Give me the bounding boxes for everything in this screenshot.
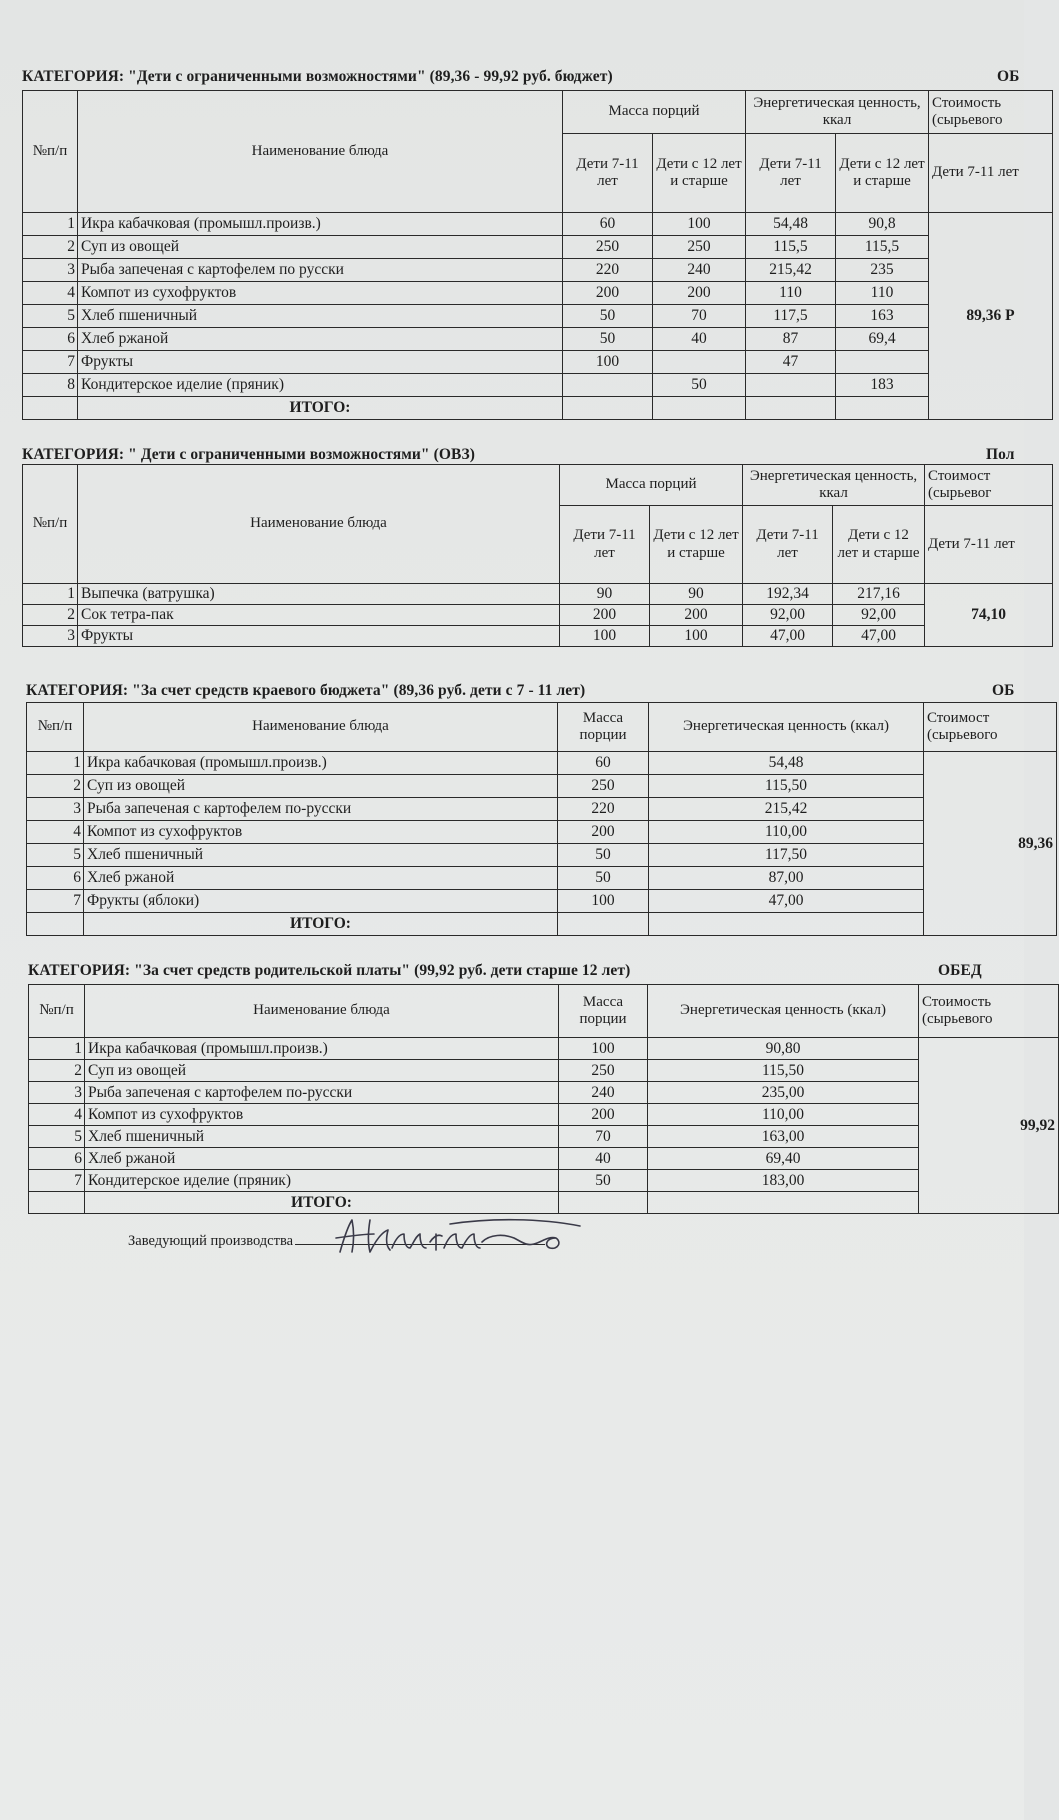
energy-age1: 87	[746, 328, 836, 351]
dish-name: Икра кабачковая (промышл.произв.)	[85, 1038, 559, 1060]
dish-name: Фрукты	[78, 626, 560, 647]
mass: 250	[559, 1060, 648, 1082]
section-title	[22, 68, 1024, 86]
col-header-age1: Дети 7-11 лет	[563, 134, 653, 213]
dish-name: Суп из овощей	[78, 236, 563, 259]
mass-age2: 100	[653, 213, 746, 236]
row-num: 3	[29, 1082, 85, 1104]
mass-age1: 220	[563, 259, 653, 282]
col-header-mass: Масса порций	[563, 91, 746, 134]
energy-age1: 54,48	[746, 213, 836, 236]
energy-age1: 115,5	[746, 236, 836, 259]
total-label: ИТОГО:	[78, 397, 563, 420]
meal-label: Пол	[986, 446, 1015, 463]
col-header-num: №п/п	[27, 703, 84, 752]
table-row	[27, 752, 1057, 775]
energy-age2: 69,4	[836, 328, 929, 351]
energy-age2: 163	[836, 305, 929, 328]
col-header-age1: Дети 7-11 лет	[743, 506, 833, 584]
table-row	[27, 798, 1057, 821]
mass: 50	[558, 844, 649, 867]
total-label: ИТОГО:	[85, 1192, 559, 1214]
section-2	[22, 446, 1024, 666]
table-row	[29, 1148, 1059, 1170]
energy: 87,00	[649, 867, 924, 890]
row-num: 1	[27, 752, 84, 775]
energy-age1: 47	[746, 351, 836, 374]
col-header-age2: Дети с 12 лет и старше	[653, 134, 746, 213]
mass-age1: 100	[560, 626, 650, 647]
row-num: 2	[29, 1060, 85, 1082]
mass: 100	[559, 1038, 648, 1060]
col-header-num: №п/п	[29, 985, 85, 1038]
mass-age1: 250	[563, 236, 653, 259]
mass-age1: 50	[563, 305, 653, 328]
mass: 200	[558, 821, 649, 844]
section-3	[26, 682, 1053, 942]
energy-age2: 47,00	[833, 626, 925, 647]
table-row	[27, 821, 1057, 844]
mass: 60	[558, 752, 649, 775]
table-row	[27, 890, 1057, 913]
mass-age1: 200	[560, 605, 650, 626]
mass-age1: 60	[563, 213, 653, 236]
mass: 250	[558, 775, 649, 798]
energy: 115,50	[648, 1060, 919, 1082]
mass-age1: 90	[560, 584, 650, 605]
handwritten-signature-icon	[330, 1212, 600, 1260]
table-row	[23, 328, 1053, 351]
col-header-mass: Масса порции	[558, 703, 649, 752]
row-num: 6	[23, 328, 78, 351]
dish-name: Компот из сухофруктов	[78, 282, 563, 305]
energy: 117,50	[649, 844, 924, 867]
mass: 70	[559, 1126, 648, 1148]
col-header-age2: Дети с 12 лет и старше	[650, 506, 743, 584]
table-row	[29, 1082, 1059, 1104]
energy-age1: 92,00	[743, 605, 833, 626]
dish-name: Хлеб ржаной	[78, 328, 563, 351]
mass: 200	[559, 1104, 648, 1126]
total-label: ИТОГО:	[84, 913, 558, 936]
col-header-energy: Энергетическая ценность, ккал	[746, 91, 929, 134]
energy: 47,00	[649, 890, 924, 913]
cost-value: 89,36	[924, 752, 1057, 936]
row-num: 1	[23, 213, 78, 236]
table-row	[23, 259, 1053, 282]
dish-name: Фрукты (яблоки)	[84, 890, 558, 913]
category-title-text: КАТЕГОРИЯ: "Дети с ограниченными возможностями" (89,36 - 99,92 руб. бюджет)	[22, 68, 613, 85]
dish-name: Хлеб пшеничный	[84, 844, 558, 867]
dish-name: Кондитерское иделие (пряник)	[85, 1170, 559, 1192]
energy-age2: 92,00	[833, 605, 925, 626]
energy-age2: 115,5	[836, 236, 929, 259]
col-header-name: Наименование блюда	[78, 91, 563, 213]
row-num: 1	[23, 584, 78, 605]
menu-table	[22, 464, 1053, 647]
category-title-text: КАТЕГОРИЯ: "За счет средств родительской платы" (99,92 руб. дети старше 12 лет)	[28, 962, 631, 979]
row-num: 2	[23, 236, 78, 259]
mass-age1: 50	[563, 328, 653, 351]
total-row	[27, 913, 1057, 936]
dish-name: Фрукты	[78, 351, 563, 374]
row-num: 8	[23, 374, 78, 397]
mass: 100	[558, 890, 649, 913]
table-row	[27, 844, 1057, 867]
row-num: 7	[23, 351, 78, 374]
energy-age1: 192,34	[743, 584, 833, 605]
row-num: 2	[27, 775, 84, 798]
mass: 240	[559, 1082, 648, 1104]
total-row	[23, 397, 1053, 420]
col-header-age1: Дети 7-11 лет	[560, 506, 650, 584]
row-num: 6	[27, 867, 84, 890]
section-title	[28, 962, 1024, 980]
table-row	[23, 213, 1053, 236]
energy-age1: 215,42	[746, 259, 836, 282]
dish-name: Рыба запеченая с картофелем по русски	[78, 259, 563, 282]
col-header-energy: Энергетическая ценность (ккал)	[649, 703, 924, 752]
mass-age2: 240	[653, 259, 746, 282]
col-header-mass: Масса порций	[560, 465, 743, 506]
mass: 40	[559, 1148, 648, 1170]
energy-age2: 217,16	[833, 584, 925, 605]
mass-age2: 200	[650, 605, 743, 626]
row-num: 7	[27, 890, 84, 913]
dish-name: Компот из сухофруктов	[84, 821, 558, 844]
section-1	[22, 68, 1024, 418]
table-body	[23, 213, 1053, 420]
col-header-name: Наименование блюда	[78, 465, 560, 584]
col-header-cost: Стоимость (сырьевого	[919, 985, 1059, 1038]
mass-age2	[653, 351, 746, 374]
table-row	[23, 374, 1053, 397]
energy-age2	[836, 351, 929, 374]
dish-name: Икра кабачковая (промышл.произв.)	[78, 213, 563, 236]
mass-age1: 200	[563, 282, 653, 305]
energy: 215,42	[649, 798, 924, 821]
dish-name: Рыба запеченая с картофелем по-русски	[85, 1082, 559, 1104]
row-num: 7	[29, 1170, 85, 1192]
col-header-mass: Масса порции	[559, 985, 648, 1038]
mass-age2: 40	[653, 328, 746, 351]
col-header-cost: Стоимость (сырьевого	[929, 91, 1053, 134]
row-num: 2	[23, 605, 78, 626]
mass-age2: 50	[653, 374, 746, 397]
row-num: 3	[23, 626, 78, 647]
dish-name: Выпечка (ватрушка)	[78, 584, 560, 605]
mass-age2: 250	[653, 236, 746, 259]
cost-value: 99,92	[919, 1038, 1059, 1214]
table-body	[29, 1038, 1059, 1214]
table-row	[23, 605, 1053, 626]
table-row	[23, 282, 1053, 305]
meal-label: ОБ	[997, 68, 1020, 85]
energy: 110,00	[648, 1104, 919, 1126]
energy: 235,00	[648, 1082, 919, 1104]
table-row	[29, 1126, 1059, 1148]
meal-label: ОБ	[992, 682, 1015, 699]
cost-value: 74,10	[925, 584, 1053, 647]
row-num: 4	[27, 821, 84, 844]
energy: 163,00	[648, 1126, 919, 1148]
cost-value: 89,36 Р	[929, 213, 1053, 420]
mass-age2: 70	[653, 305, 746, 328]
dish-name: Хлеб ржаной	[84, 867, 558, 890]
col-header-num: №п/п	[23, 91, 78, 213]
table-row	[29, 1170, 1059, 1192]
col-header-energy: Энергетическая ценность, ккал	[743, 465, 925, 506]
col-header-cost: Стоимост (сырьевог	[925, 465, 1053, 506]
table-row	[23, 584, 1053, 605]
mass-age1	[563, 374, 653, 397]
section-4	[28, 962, 1055, 1222]
row-num: 4	[23, 282, 78, 305]
table-row	[27, 867, 1057, 890]
energy-age2: 110	[836, 282, 929, 305]
row-num: 5	[23, 305, 78, 328]
col-header-age1: Дети 7-11 лет	[746, 134, 836, 213]
energy: 110,00	[649, 821, 924, 844]
category-title-text: КАТЕГОРИЯ: "За счет средств краевого бюджета" (89,36 руб. дети с 7 - 11 лет)	[26, 682, 586, 699]
dish-name: Хлеб ржаной	[85, 1148, 559, 1170]
section-title	[22, 446, 1024, 464]
table-row	[29, 1104, 1059, 1126]
dish-name: Сок тетра-пак	[78, 605, 560, 626]
mass: 50	[558, 867, 649, 890]
row-num: 5	[27, 844, 84, 867]
total-row	[29, 1192, 1059, 1214]
col-header-energy: Энергетическая ценность (ккал)	[648, 985, 919, 1038]
mass-age2: 90	[650, 584, 743, 605]
signature-label: Заведующий производства	[128, 1233, 294, 1249]
col-header-name: Наименование блюда	[85, 985, 559, 1038]
energy: 90,80	[648, 1038, 919, 1060]
mass-age2: 200	[653, 282, 746, 305]
row-num: 3	[27, 798, 84, 821]
dish-name: Компот из сухофруктов	[85, 1104, 559, 1126]
category-title-text: КАТЕГОРИЯ: " Дети с ограниченными возможностями" (ОВЗ)	[22, 446, 475, 463]
mass: 220	[558, 798, 649, 821]
energy-age2: 235	[836, 259, 929, 282]
col-header-num: №п/п	[23, 465, 78, 584]
table-body	[23, 584, 1053, 647]
dish-name: Кондитерское иделие (пряник)	[78, 374, 563, 397]
menu-table	[26, 702, 1057, 936]
energy: 115,50	[649, 775, 924, 798]
col-header-name: Наименование блюда	[84, 703, 558, 752]
row-num: 5	[29, 1126, 85, 1148]
row-num: 6	[29, 1148, 85, 1170]
row-num: 3	[23, 259, 78, 282]
table-row	[29, 1060, 1059, 1082]
table-row	[23, 236, 1053, 259]
col-header-cost: Стоимост (сырьевого	[924, 703, 1057, 752]
menu-table	[22, 90, 1053, 420]
row-num: 1	[29, 1038, 85, 1060]
mass-age2: 100	[650, 626, 743, 647]
energy-age1: 117,5	[746, 305, 836, 328]
energy-age1: 110	[746, 282, 836, 305]
col-header-cost-age: Дети 7-11 лет	[929, 134, 1053, 213]
energy-age1: 47,00	[743, 626, 833, 647]
dish-name: Рыба запеченая с картофелем по-русски	[84, 798, 558, 821]
table-body	[27, 752, 1057, 936]
dish-name: Суп из овощей	[84, 775, 558, 798]
menu-table	[28, 984, 1059, 1214]
col-header-cost-age: Дети 7-11 лет	[925, 506, 1053, 584]
energy-age2: 90,8	[836, 213, 929, 236]
section-title	[26, 682, 1024, 700]
table-row	[23, 626, 1053, 647]
mass-age1: 100	[563, 351, 653, 374]
table-row	[23, 351, 1053, 374]
dish-name: Хлеб пшеничный	[85, 1126, 559, 1148]
energy: 69,40	[648, 1148, 919, 1170]
meal-label: ОБЕД	[938, 962, 982, 979]
dish-name: Хлеб пшеничный	[78, 305, 563, 328]
table-row	[23, 305, 1053, 328]
energy: 183,00	[648, 1170, 919, 1192]
energy: 54,48	[649, 752, 924, 775]
row-num: 4	[29, 1104, 85, 1126]
table-row	[27, 775, 1057, 798]
energy-age2: 183	[836, 374, 929, 397]
table-row	[29, 1038, 1059, 1060]
mass: 50	[559, 1170, 648, 1192]
energy-age1	[746, 374, 836, 397]
col-header-age2: Дети с 12 лет и старше	[833, 506, 925, 584]
dish-name: Икра кабачковая (промышл.произв.)	[84, 752, 558, 775]
col-header-age2: Дети с 12 лет и старше	[836, 134, 929, 213]
dish-name: Суп из овощей	[85, 1060, 559, 1082]
